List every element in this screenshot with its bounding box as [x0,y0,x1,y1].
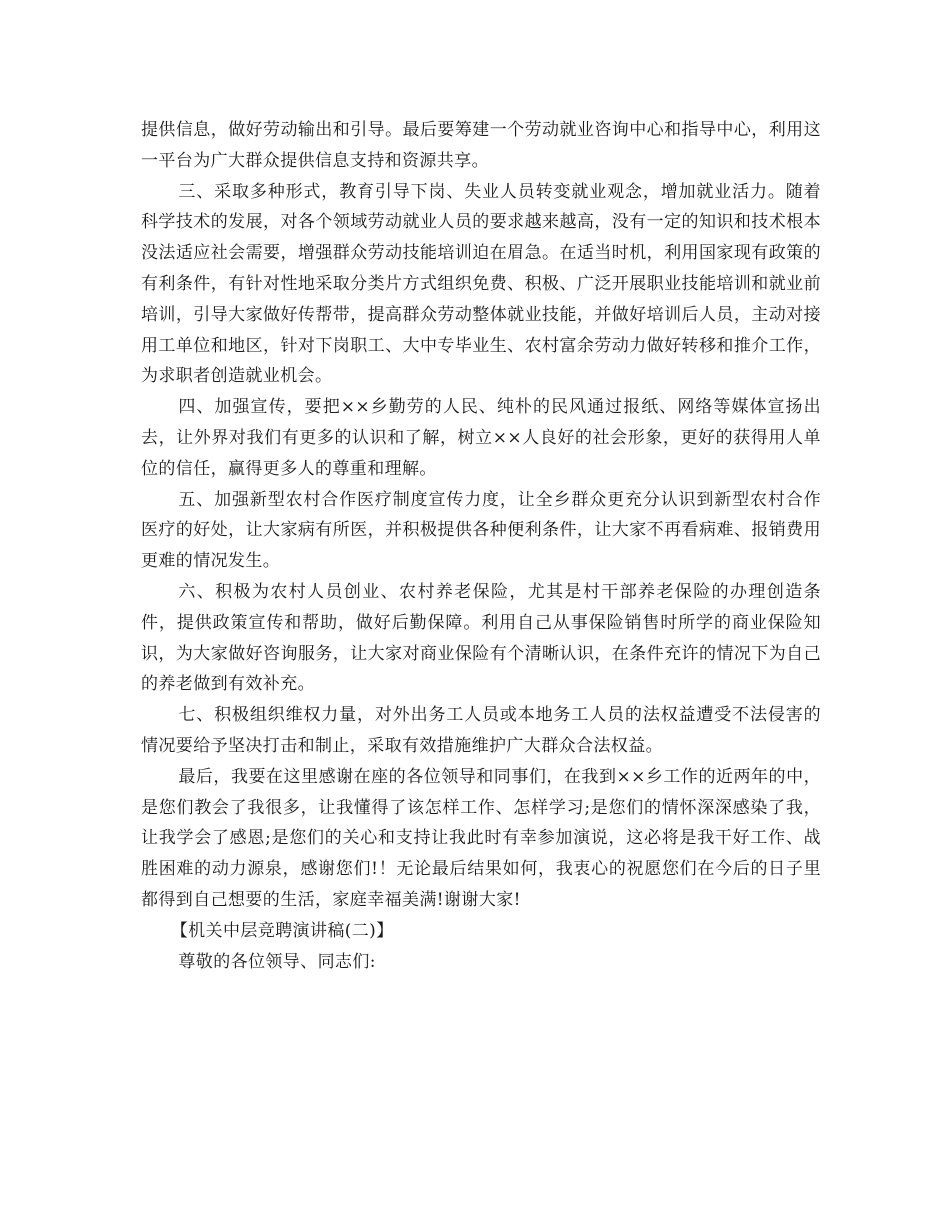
paragraph-closing: 最后，我要在这里感谢在座的各位领导和同事们，在我到××乡工作的近两年的中，是您们教会了我很多，让我懂得了该怎样工作、怎样学习;是您们的情怀深深感染了我，让我学会了感恩;是您们的关心和支持让我此时有幸参加演说，这必将是我干好工作、战胜困难的动力源泉，感谢您们!！无论最后结果如何，我衷心的祝愿您们在今后的日子里都得到自己想要的生活，家庭幸福美满!谢谢大家! [141,766,821,910]
document-body [141,115,821,977]
paragraph-item-three: 三、采取多种形式，教育引导下岗、失业人员转变就业观念，增加就业活力。随着科学技术的发展，对各个领域劳动就业人员的要求越来越高，没有一定的知识和技术根本没法适应社会需要，增强群众劳动技能培训迫在眉急。在适当时机，利用国家现有政策的有利条件，有针对性地采取分类片方式组织免费、积极、广泛开展职业技能培训和就业前培训，引导大家做好传帮带，提高群众劳动整体就业技能，并做好培训后人员，主动对接用工单位和地区，针对下岗职工、大中专毕业生、农村富余劳动力做好转移和推介工作，为求职者创造就业机会。 [141,181,821,387]
paragraph-item-seven: 七、积极组织维权力量，对外出务工人员或本地务工人员的法权益遭受不法侵害的情况要给予坚决打击和制止，采取有效措施维护广大群众合法权益。 [141,705,821,756]
paragraph-item-four: 四、加强宣传，要把××乡勤劳的人民、纯朴的民风通过报纸、网络等媒体宣扬出去，让外界对我们有更多的认识和了解，树立××人良好的社会形象，更好的获得用人单位的信任，赢得更多人的尊重和理解。 [141,397,821,479]
paragraph-continuation: 提供信息，做好劳动输出和引导。最后要筹建一个劳动就业咨询中心和指导中心，利用这一平台为广大群众提供信息支持和资源共享。 [141,120,821,171]
section-heading: 【机关中层竞聘演讲稿(二)】 [170,920,394,941]
paragraph-item-five: 五、加强新型农村合作医疗制度宣传力度，让全乡群众更充分认识到新型农村合作医疗的好处，让大家病有所医，并积极提供各种便利条件，让大家不再看病难、报销费用更难的情况发生。 [141,489,821,572]
paragraph-item-six: 六、积极为农村人员创业、农村养老保险，尤其是村干部养老保险的办理创造条件，提供政策宣传和帮助，做好后勤保障。利用自己从事保险销售时所学的商业保险知识，为大家做好咨询服务，让大家对商业保险有个清晰认识，在条件充许的情况下为自己的养老做到有效补充。 [141,581,821,695]
salutation: 尊敬的各位领导、同志们: [178,951,376,972]
